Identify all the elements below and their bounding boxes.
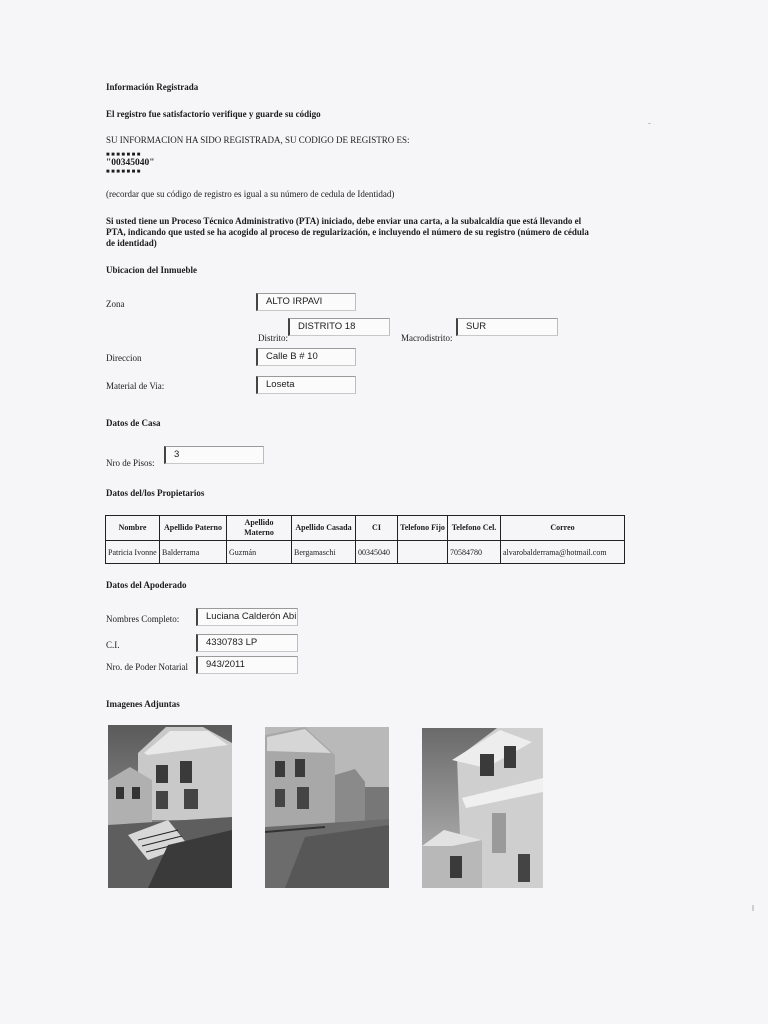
house-photo-2 bbox=[265, 727, 389, 888]
page-title: Información Registrada bbox=[106, 82, 199, 92]
col-header-correo: Correo bbox=[501, 516, 625, 541]
poder-label: Nro. de Poder Notarial bbox=[106, 662, 188, 672]
material-label: Material de Via: bbox=[106, 381, 165, 391]
pisos-label: Nro de Pisos: bbox=[106, 458, 155, 468]
col-header-nombre: Nombre bbox=[106, 516, 160, 541]
nombres-field[interactable]: Luciana Calderón Abi bbox=[196, 608, 298, 626]
owners-header-row bbox=[106, 516, 625, 541]
col-header-apellido-materno: Apellido Materno bbox=[227, 516, 292, 541]
registered-message: SU INFORMACION HA SIDO REGISTRADA, SU CODIGO DE REGISTRO ES: bbox=[106, 135, 410, 145]
ci-label: C.I. bbox=[106, 640, 120, 650]
house-photo-1 bbox=[108, 725, 232, 888]
section-heading-imagenes: Imagenes Adjuntas bbox=[106, 699, 180, 709]
cell-telefono-fijo bbox=[398, 541, 448, 564]
scan-speck bbox=[752, 905, 754, 911]
cell-apellido-paterno: Balderrama bbox=[160, 541, 227, 564]
col-header-ci: CI bbox=[356, 516, 398, 541]
pisos-field[interactable]: 3 bbox=[164, 446, 264, 464]
registration-code: "00345040" bbox=[106, 158, 155, 168]
col-header-telefono-fijo: Telefono Fijo bbox=[398, 516, 448, 541]
pta-notice bbox=[106, 216, 589, 249]
col-header-telefono-cel: Telefono Cel. bbox=[448, 516, 501, 541]
section-heading-apoderado: Datos del Apoderado bbox=[106, 580, 187, 590]
cell-ci: 00345040 bbox=[356, 541, 398, 564]
reminder-text: (recordar que su código de registro es igual a su número de cedula de Identidad) bbox=[106, 189, 395, 199]
macrodistrito-label: Macrodistrito: bbox=[401, 333, 453, 343]
pta-notice-line: Si usted tiene un Proceso Técnico Administrativo (PTA) iniciado, debe enviar una carta, a la subalcaldía que está llevando el bbox=[106, 216, 582, 226]
ci-field[interactable]: 4330783 LP bbox=[196, 634, 298, 652]
table-row bbox=[106, 541, 625, 564]
code-dots-bottom: ■■■■■■■ bbox=[106, 169, 142, 175]
distrito-field[interactable]: DISTRITO 18 bbox=[288, 318, 390, 336]
house-photo-3 bbox=[422, 728, 543, 888]
section-heading-ubicacion: Ubicacion del Inmueble bbox=[106, 265, 198, 275]
success-message: El registro fue satisfactorio verifique y guarde su código bbox=[106, 109, 321, 119]
zona-field[interactable]: ALTO IRPAVI bbox=[256, 293, 356, 311]
macrodistrito-field[interactable]: SUR bbox=[456, 318, 558, 336]
cell-telefono-cel: 70584780 bbox=[448, 541, 501, 564]
direccion-field[interactable]: Calle B # 10 bbox=[256, 348, 356, 366]
pta-notice-line: PTA, indicando que usted se ha acogido al proceso de regularización, e incluyendo el número de su registro (número de cédula bbox=[106, 227, 589, 237]
scan-speck bbox=[648, 123, 651, 124]
section-heading-propietarios: Datos del/los Propietarios bbox=[106, 488, 205, 498]
direccion-label: Direccion bbox=[106, 353, 142, 363]
distrito-label: Distrito: bbox=[258, 333, 289, 343]
pta-notice-line: de identidad) bbox=[106, 238, 157, 248]
section-heading-casa: Datos de Casa bbox=[106, 418, 161, 428]
col-header-apellido-paterno: Apellido Paterno bbox=[160, 516, 227, 541]
cell-apellido-materno: Guzmán bbox=[227, 541, 292, 564]
zona-label: Zona bbox=[106, 299, 125, 309]
col-header-apellido-casada: Apellido Casada bbox=[292, 516, 356, 541]
nombres-label: Nombres Completo: bbox=[106, 614, 180, 624]
material-field[interactable]: Loseta bbox=[256, 376, 356, 394]
poder-field[interactable]: 943/2011 bbox=[196, 656, 298, 674]
owners-table bbox=[105, 515, 625, 564]
cell-nombre: Patricia Ivonne bbox=[106, 541, 160, 564]
cell-apellido-casada: Bergamaschi bbox=[292, 541, 356, 564]
registration-code-block bbox=[106, 152, 155, 175]
code-dots-top: ■■■■■■■ bbox=[106, 152, 142, 158]
cell-correo: alvarobalderrama@hotmail.com bbox=[501, 541, 625, 564]
